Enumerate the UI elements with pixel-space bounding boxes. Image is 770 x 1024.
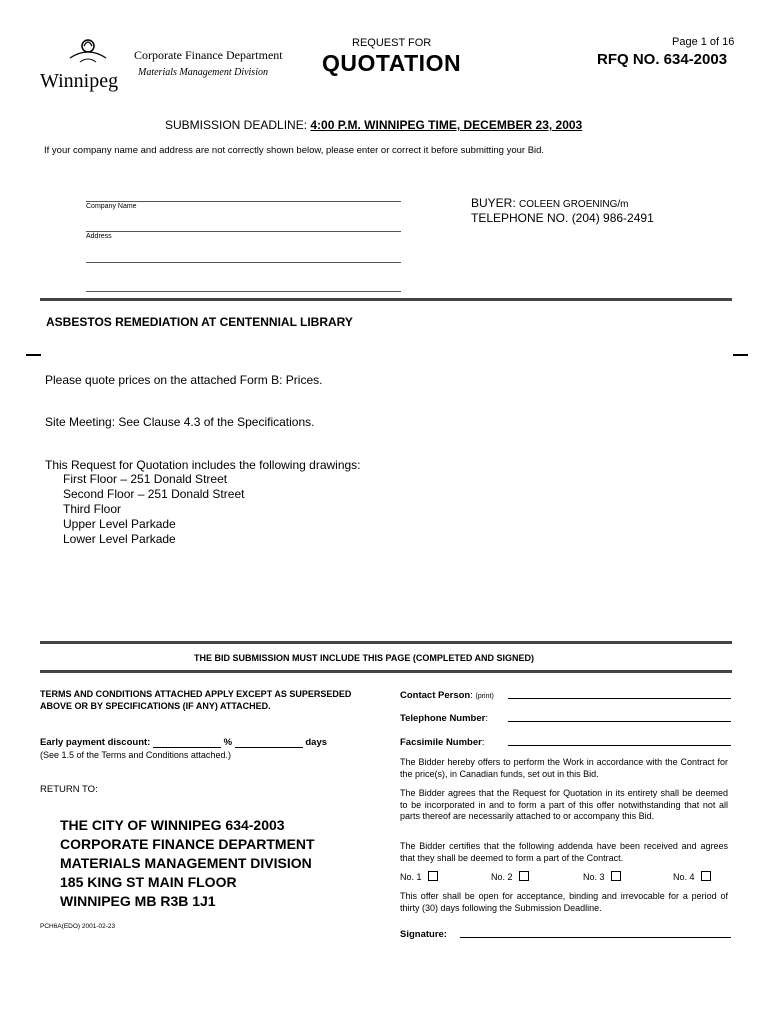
- contact-print-hint: (print): [475, 693, 494, 700]
- winnipeg-logo: [40, 34, 126, 94]
- addendum-4-checkbox[interactable]: [701, 871, 711, 881]
- discount-percent-field[interactable]: [153, 747, 221, 748]
- rfq-number: RFQ NO. 634-2003: [597, 51, 728, 68]
- addendum-2-checkbox[interactable]: [519, 871, 529, 881]
- days-label: days: [305, 737, 328, 748]
- margin-mark-left: [26, 354, 41, 356]
- bidder-offer-text: The Bidder hereby offers to perform the Work in accordance with the Contract for the price(s), in Canadian funds, set out in this Bid.: [400, 757, 728, 779]
- org-department: Corporate Finance Department: [134, 48, 283, 62]
- terms-text: TERMS AND CONDITIONS ATTACHED APPLY EXCEPT AS SUPERSEDED ABOVE OR BY SPECIFICATIONS (IF ANY) ATTACHED.: [40, 689, 352, 711]
- addendum-4: [673, 871, 711, 882]
- divider: [40, 298, 732, 301]
- bid-banner-top-rule: [40, 641, 732, 644]
- drawings-list: [63, 472, 244, 547]
- address-line: 185 KING ST MAIN FLOOR: [60, 874, 237, 890]
- buyer-name: COLEEN GROENING/m: [519, 199, 629, 210]
- telephone-row: Telephone Number:: [400, 713, 731, 724]
- addendum-label: No. 3: [583, 872, 605, 882]
- addendum-1-checkbox[interactable]: [428, 871, 438, 881]
- signature-label: Signature:: [400, 929, 447, 940]
- addendum-2: [491, 871, 529, 882]
- submission-deadline: [165, 118, 582, 132]
- facsimile-row: Facsimile Number:: [400, 737, 731, 748]
- bid-banner-bottom-rule: [40, 670, 732, 673]
- logo-text: Winnipeg: [40, 70, 119, 92]
- addendum-label: No. 2: [491, 872, 513, 882]
- body-prices: Please quote prices on the attached Form B: Prices.: [45, 373, 323, 387]
- deadline-value: 4:00 P.M. WINNIPEG TIME, DECEMBER 23, 2003: [310, 118, 583, 132]
- facsimile-label: Facsimile Number: [400, 737, 482, 748]
- address-line-1[interactable]: [86, 231, 401, 232]
- contact-person-row: Contact Person: (print): [400, 690, 731, 701]
- drawing-item: Lower Level Parkade: [63, 532, 176, 546]
- company-name-line[interactable]: [86, 201, 401, 202]
- address-line: WINNIPEG MB R3B 1J1: [60, 893, 216, 909]
- return-address: [60, 816, 315, 911]
- quotation-title: QUOTATION: [322, 50, 462, 76]
- bid-banner: THE BID SUBMISSION MUST INCLUDE THIS PAGE (COMPLETED AND SIGNED): [194, 653, 535, 663]
- buyer-telephone: TELEPHONE NO. (204) 986-2491: [471, 211, 654, 225]
- drawing-item: Upper Level Parkade: [63, 517, 176, 531]
- project-title: ASBESTOS REMEDIATION AT CENTENNIAL LIBRARY: [46, 315, 353, 329]
- deadline-note: If your company name and address are not correctly shown below, please enter or correct it before submitting your Bid.: [44, 145, 545, 156]
- addendum-3-checkbox[interactable]: [611, 871, 621, 881]
- request-for-label: REQUEST FOR: [352, 37, 432, 49]
- return-to-label: RETURN TO:: [40, 784, 98, 795]
- company-name-label: Company Name: [86, 203, 137, 210]
- signature-field[interactable]: [460, 937, 731, 938]
- buyer: [471, 196, 629, 210]
- discount-days-field[interactable]: [235, 747, 303, 748]
- bidder-certifies-text: The Bidder certifies that the following addenda have been received and agrees that they shall be deemed to form a part of the Contract.: [400, 841, 728, 863]
- drawing-item: Third Floor: [63, 502, 122, 516]
- addendum-3: [583, 871, 621, 882]
- percent-sign: %: [223, 737, 233, 748]
- drawing-item: First Floor – 251 Donald Street: [63, 472, 228, 486]
- address-label: Address: [86, 233, 112, 240]
- addendum-label: No. 1: [400, 872, 422, 882]
- bidder-agrees-text: The Bidder agrees that the Request for Quotation in its entirety shall be deemed to be incorporated in and to form a part of this offer notwithstanding that not all parts thereof are necessarily attached to or accompany this Bid.: [400, 788, 728, 821]
- early-payment: [40, 737, 327, 748]
- facsimile-field[interactable]: [508, 745, 731, 746]
- form-code: PCH6A(EDO) 2001-02-23: [40, 923, 116, 930]
- address-line: MATERIALS MANAGEMENT DIVISION: [60, 855, 312, 871]
- telephone-field[interactable]: [508, 721, 731, 722]
- early-payment-label: Early payment discount:: [40, 737, 151, 748]
- address-line-3[interactable]: [86, 291, 401, 292]
- early-payment-note: (See 1.5 of the Terms and Conditions attached.): [40, 750, 231, 760]
- margin-mark-right: [733, 354, 748, 356]
- addendum-1: [400, 871, 438, 882]
- contact-person-field[interactable]: [508, 698, 731, 699]
- signature-row: [400, 929, 731, 940]
- buyer-label: BUYER:: [471, 196, 516, 210]
- address-line: CORPORATE FINANCE DEPARTMENT: [60, 836, 315, 852]
- drawing-item: Second Floor – 251 Donald Street: [63, 487, 245, 501]
- org-division: Materials Management Division: [138, 67, 268, 78]
- address-line-2[interactable]: [86, 262, 401, 263]
- telephone-label: Telephone Number: [400, 713, 486, 724]
- logo-emblem-icon: [40, 34, 126, 64]
- offer-open-text: This offer shall be open for acceptance, binding and irrevocable for a period of thirty (30) days following the Submission Deadline.: [400, 891, 728, 913]
- deadline-label: SUBMISSION DEADLINE:: [165, 118, 308, 132]
- contact-person-label: Contact Person: [400, 690, 471, 701]
- address-line: THE CITY OF WINNIPEG 634-2003: [60, 817, 285, 833]
- addendum-label: No. 4: [673, 872, 695, 882]
- page-number: Page 1 of 16: [672, 36, 735, 48]
- body-drawings-intro: This Request for Quotation includes the following drawings:: [45, 458, 361, 472]
- body-site-meeting: Site Meeting: See Clause 4.3 of the Specifications.: [45, 415, 315, 429]
